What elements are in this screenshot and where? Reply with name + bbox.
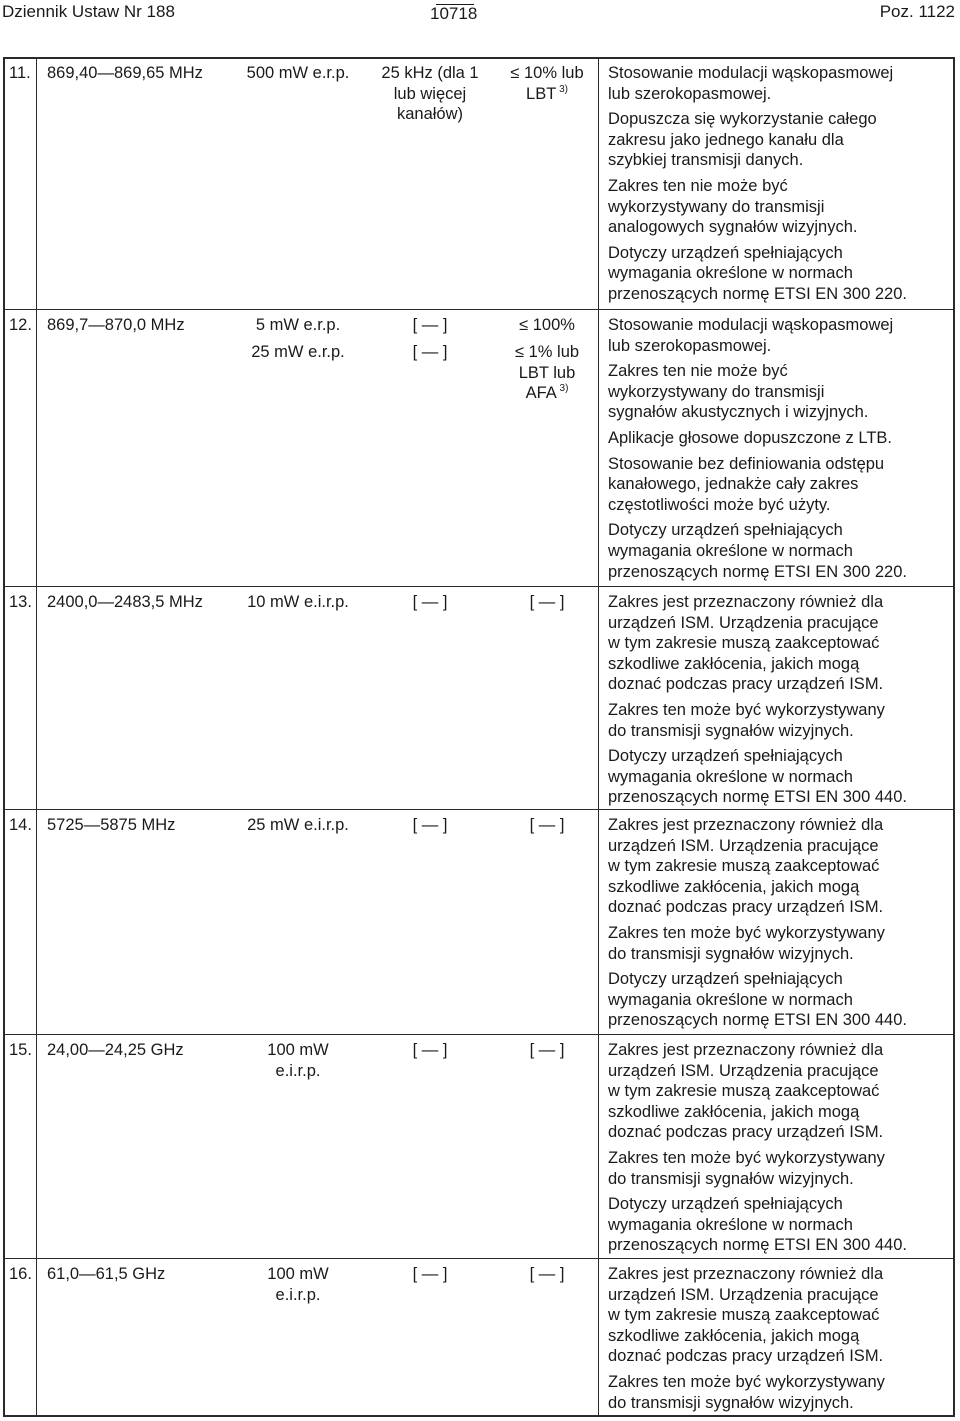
footnote-ref: 3) xyxy=(556,83,568,95)
footnote-ref: 3) xyxy=(556,383,569,395)
description-paragraph xyxy=(608,361,953,423)
description-line: przenoszących normę ETSI EN 300 440. xyxy=(608,1011,907,1030)
description-line: sygnałów akustycznych i wizyjnych. xyxy=(608,403,869,422)
page-number-value: 10718 xyxy=(430,4,478,23)
duty-cycle-line: ≤ 100% xyxy=(519,316,575,334)
frequency-band: 5725—5875 MHz xyxy=(47,816,176,834)
channel-spacing xyxy=(364,1040,496,1061)
description-line: doznać podczas pracy urządzeń ISM. xyxy=(608,1347,884,1366)
page-header xyxy=(0,0,960,40)
duty-cycle xyxy=(496,815,598,836)
description-paragraph xyxy=(608,1264,953,1367)
frequency-band: 869,7—870,0 MHz xyxy=(47,316,185,334)
description xyxy=(608,1040,953,1261)
description-line: do transmisji sygnałów wizyjnych. xyxy=(608,721,854,740)
column-divider xyxy=(36,57,37,1417)
description-line: wymagania określone w normach xyxy=(608,541,853,560)
power-value xyxy=(232,1264,364,1305)
power-value-line: e.i.r.p. xyxy=(275,1061,321,1080)
row-number: 11. xyxy=(9,64,31,82)
description-line: w tym zakresie muszą zaakceptować xyxy=(608,1082,880,1101)
duty-cycle-line: AFA $^{3)}$ xyxy=(525,383,569,403)
description-line: Dopuszcza się wykorzystanie całego xyxy=(608,110,877,129)
description-line: Dotyczy urządzeń spełniających xyxy=(608,521,843,540)
duty-cycle xyxy=(496,592,598,613)
duty-cycle-line: ≤ 1% lub xyxy=(514,343,580,361)
description-line: Zakres jest przeznaczony również dla xyxy=(608,1265,884,1283)
channel-spacing-line: [ — ] xyxy=(412,816,448,834)
description-line: lub szerokopasmowej. xyxy=(608,336,772,355)
description-line: kanałowego, jednakże cały zakres xyxy=(608,475,859,494)
channel-spacing xyxy=(364,815,496,836)
description-line: wykorzystywany do transmisji xyxy=(608,382,825,401)
duty-cycle-line: ≤ 10% lub xyxy=(510,64,584,82)
description-line: Stosowanie bez definiowania odstępu xyxy=(608,454,885,473)
duty-cycle xyxy=(496,1264,598,1285)
description-line: Aplikacje głosowe dopuszczone z LTB. xyxy=(608,428,893,447)
description-paragraph xyxy=(608,1040,953,1143)
duty-cycle-line: LBT $^{3)}$ xyxy=(526,83,568,103)
column-divider xyxy=(598,57,599,1417)
description-line: w tym zakresie muszą zaakceptować xyxy=(608,1306,880,1325)
duty-cycle-line: [ — ] xyxy=(529,816,565,834)
description-paragraph xyxy=(608,428,953,449)
description-line: szkodliwe zakłócenia, jakich mogą xyxy=(608,654,860,673)
channel-spacing-line: [ — ] xyxy=(412,1041,448,1059)
description-line: przenoszących normę ETSI EN 300 440. xyxy=(608,788,907,807)
duty-cycle xyxy=(496,63,598,104)
frequency-band: 24,00—24,25 GHz xyxy=(47,1041,184,1059)
row-number: 16. xyxy=(9,1265,32,1283)
description-line: szkodliwe zakłócenia, jakich mogą xyxy=(608,1102,860,1121)
description-line: urządzeń ISM. Urządzenia pracujące xyxy=(608,1285,879,1304)
description-line: częstotliwości może być użyty. xyxy=(608,495,831,514)
description-line: wymagania określone w normach xyxy=(608,990,853,1009)
channel-spacing: [ — ] xyxy=(412,343,448,361)
description-paragraph xyxy=(608,109,953,171)
description-paragraph xyxy=(608,454,953,516)
description-line: Zakres jest przeznaczony również dla xyxy=(608,1041,884,1059)
description-paragraph xyxy=(608,700,953,741)
channel-spacing-line: [ — ] xyxy=(412,593,448,611)
dash-right xyxy=(436,4,474,5)
description-line: Dotyczy urządzeń spełniających xyxy=(608,747,843,766)
channel-spacing-line: [ — ] xyxy=(412,316,448,334)
power-value-line: 25 mW e.i.r.p. xyxy=(247,816,349,834)
row-number: 14. xyxy=(9,816,32,834)
description-line: wymagania określone w normach xyxy=(608,264,853,283)
journal-title: Dziennik Ustaw Nr 188 xyxy=(2,2,175,21)
channel-spacing xyxy=(364,63,496,125)
row-number: 12. xyxy=(9,316,32,334)
description-line: Zakres jest przeznaczony również dla xyxy=(608,593,884,611)
description-line: Zakres jest przeznaczony również dla xyxy=(608,816,884,834)
channel-spacing-line: 25 kHz (dla 1 xyxy=(381,64,479,82)
description-line: przenoszących normę ETSI EN 300 440. xyxy=(608,1236,907,1255)
description-line: urządzeń ISM. Urządzenia pracujące xyxy=(608,836,879,855)
description-line: do transmisji sygnałów wizyjnych. xyxy=(608,1169,854,1188)
channel-spacing xyxy=(364,592,496,613)
description-paragraph xyxy=(608,969,953,1031)
description-line: Stosowanie modulacji wąskopasmowej xyxy=(608,316,894,334)
channel-spacing-line: kanałów) xyxy=(396,105,464,124)
description-line: Stosowanie modulacji wąskopasmowej xyxy=(608,64,894,82)
description-line: analogowych sygnałów wizyjnych. xyxy=(608,218,858,237)
duty-cycle-line: LBT lub xyxy=(518,363,576,382)
description-paragraph xyxy=(608,243,953,305)
description xyxy=(608,815,953,1036)
description-line: w tym zakresie muszą zaakceptować xyxy=(608,634,880,653)
power-value-line: 100 mW xyxy=(267,1041,329,1059)
power-value xyxy=(232,63,364,84)
duty-cycle-line: [ — ] xyxy=(529,1265,565,1283)
duty-cycle xyxy=(496,342,598,404)
description-line: Dotyczy urządzeń spełniających xyxy=(608,970,843,989)
description-line: Dotyczy urządzeń spełniających xyxy=(608,1195,843,1214)
description-line: szkodliwe zakłócenia, jakich mogą xyxy=(608,1326,860,1345)
power-value-line: e.i.r.p. xyxy=(275,1285,321,1304)
power-value-line: 100 mW xyxy=(267,1265,329,1283)
position-label: Poz. 1122 xyxy=(879,2,955,21)
description-paragraph xyxy=(608,592,953,695)
description-paragraph xyxy=(608,176,953,238)
row-number: 13. xyxy=(9,593,32,611)
description-line: szybkiej transmisji danych. xyxy=(608,151,804,170)
description-line: wymagania określone w normach xyxy=(608,1215,853,1234)
description-paragraph xyxy=(608,923,953,964)
duty-cycle xyxy=(496,1040,598,1061)
description xyxy=(608,315,953,587)
description-line: Zakres ten może być wykorzystywany xyxy=(608,1372,885,1391)
channel-spacing xyxy=(364,315,496,336)
description-line: wymagania określone w normach xyxy=(608,767,853,786)
power-value-line: 500 mW e.r.p. xyxy=(246,64,350,82)
description xyxy=(608,63,953,310)
description-line: zakresu jako jednego kanału dla xyxy=(608,130,844,149)
description-line: Zakres ten może być wykorzystywany xyxy=(608,700,885,719)
description-line: doznać podczas pracy urządzeń ISM. xyxy=(608,675,884,694)
duty-cycle xyxy=(496,315,598,336)
description xyxy=(608,592,953,813)
channel-spacing xyxy=(364,1264,496,1285)
frequency-band: 869,40—869,65 MHz xyxy=(47,64,203,82)
power-value-line: 5 mW e.r.p. xyxy=(255,316,341,334)
description-line: wykorzystywany do transmisji xyxy=(608,197,825,216)
description-paragraph xyxy=(608,63,953,104)
description xyxy=(608,1264,953,1418)
power-value: 25 mW e.r.p. xyxy=(251,343,345,361)
description-line: urządzeń ISM. Urządzenia pracujące xyxy=(608,613,879,632)
power-value xyxy=(232,315,364,336)
description-line: Zakres ten nie może być xyxy=(608,176,788,195)
description-line: doznać podczas pracy urządzeń ISM. xyxy=(608,898,884,917)
description-paragraph xyxy=(608,746,953,808)
description-line: Zakres ten może być wykorzystywany xyxy=(608,923,885,942)
frequency-band: 2400,0—2483,5 MHz xyxy=(47,593,203,611)
description-paragraph xyxy=(608,520,953,582)
power-value xyxy=(232,815,364,836)
channel-spacing-line: lub więcej xyxy=(393,84,467,103)
description-line: Zakres ten nie może być xyxy=(608,362,788,381)
description-line: szkodliwe zakłócenia, jakich mogą xyxy=(608,877,860,896)
description-line: Zakres ten może być wykorzystywany xyxy=(608,1148,885,1167)
description-paragraph xyxy=(608,1372,953,1413)
description-line: przenoszących normę ETSI EN 300 220. xyxy=(608,562,907,581)
description-paragraph xyxy=(608,815,953,918)
duty-cycle-line: [ — ] xyxy=(529,593,565,611)
frequency-band: 61,0—61,5 GHz xyxy=(47,1265,166,1283)
power-value-line: 10 mW e.i.r.p. xyxy=(247,593,349,611)
description-line: lub szerokopasmowej. xyxy=(608,84,772,103)
description-paragraph xyxy=(608,1194,953,1256)
duty-cycle-line: [ — ] xyxy=(529,1041,565,1059)
description-line: w tym zakresie muszą zaakceptować xyxy=(608,857,880,876)
description-paragraph xyxy=(608,1148,953,1189)
description-line: do transmisji sygnałów wizyjnych. xyxy=(608,944,854,963)
description-paragraph xyxy=(608,315,953,356)
channel-spacing-line: [ — ] xyxy=(412,1265,448,1283)
row-number: 15. xyxy=(9,1041,32,1059)
description-line: do transmisji sygnałów wizyjnych. xyxy=(608,1393,854,1412)
description-line: urządzeń ISM. Urządzenia pracujące xyxy=(608,1061,879,1080)
description-line: doznać podczas pracy urządzeń ISM. xyxy=(608,1123,884,1142)
power-value xyxy=(232,592,364,613)
description-line: przenoszących normę ETSI EN 300 220. xyxy=(608,284,907,303)
description-line: Dotyczy urządzeń spełniających xyxy=(608,243,843,262)
power-value xyxy=(232,1040,364,1081)
